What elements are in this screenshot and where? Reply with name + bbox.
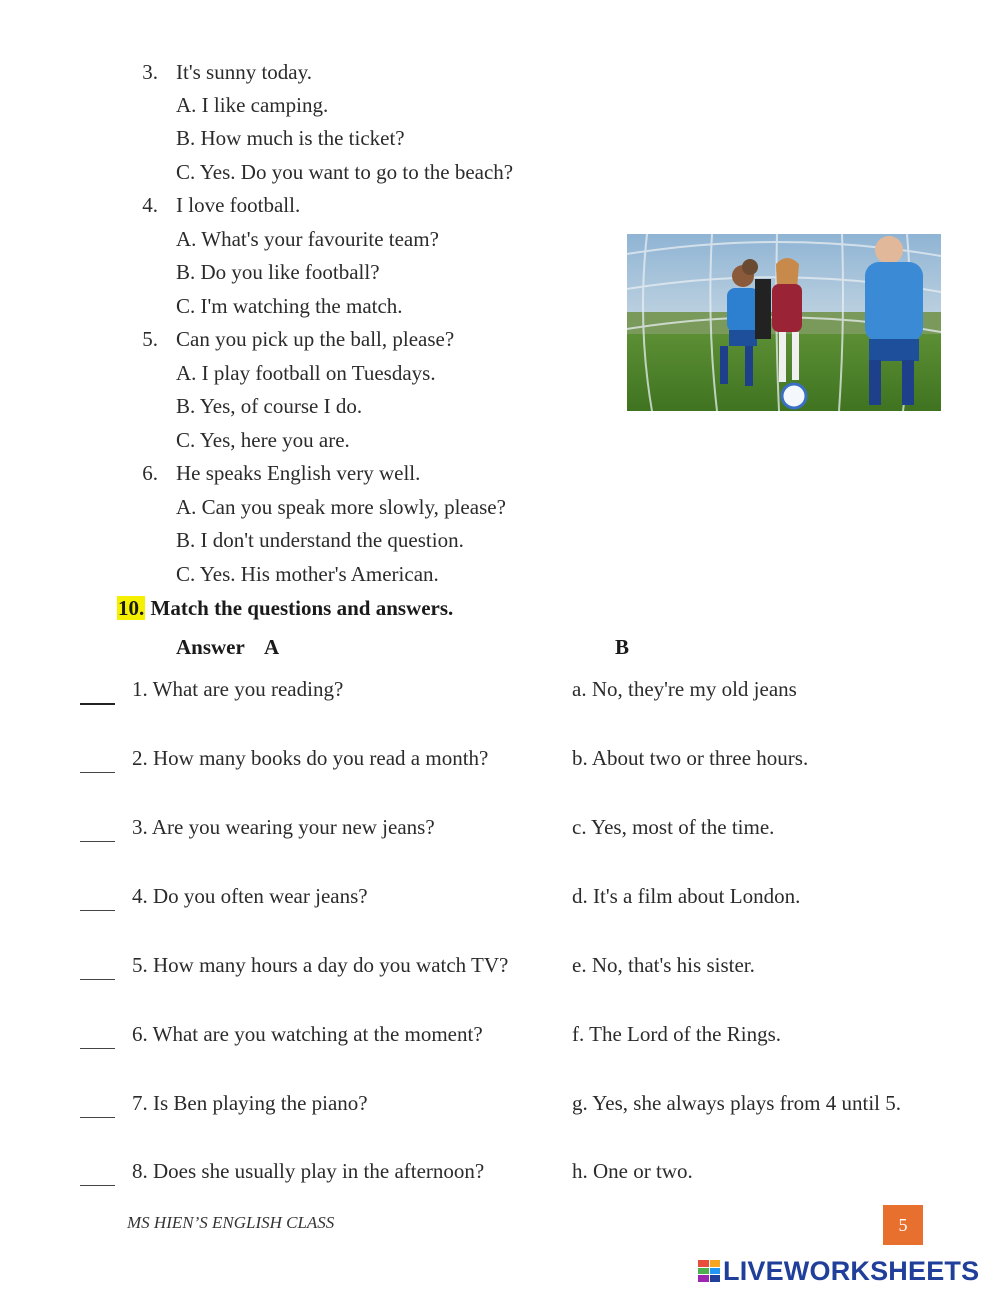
match-answer: d. It's a film about London.	[572, 884, 801, 908]
match-question: 1. What are you reading?	[132, 677, 344, 701]
section-number: 10.	[118, 596, 145, 620]
match-answer: a. No, they're my old jeans	[572, 677, 797, 701]
answer-blank[interactable]	[80, 823, 115, 842]
answer-blank[interactable]	[80, 961, 115, 980]
question-number: 5.	[142, 327, 158, 351]
match-answer: h. One or two.	[572, 1159, 693, 1183]
question-prompt: He speaks English very well.	[176, 461, 421, 485]
question-number: 3.	[142, 60, 158, 84]
match-answer: e. No, that's his sister.	[572, 953, 755, 977]
match-question: 8. Does she usually play in the afternoon?	[132, 1159, 485, 1183]
question-number: 4.	[142, 193, 158, 217]
question-prompt: Can you pick up the ball, please?	[176, 327, 455, 351]
football-photo	[627, 234, 941, 411]
liveworksheets-logo-icon	[698, 1260, 720, 1282]
column-header-a: A	[264, 635, 280, 659]
section-title: Match the questions and answers.	[150, 596, 454, 620]
match-answer: f. The Lord of the Rings.	[572, 1022, 781, 1046]
section-10-heading	[117, 595, 453, 621]
brand-name: LIVEWORKSHEETS	[723, 1255, 980, 1286]
answer-blank[interactable]	[80, 892, 115, 911]
option-b[interactable]: B. Do you like football?	[176, 260, 380, 284]
option-b[interactable]: B. Yes, of course I do.	[176, 394, 363, 418]
question-prompt: It's sunny today.	[176, 60, 312, 84]
option-c[interactable]: C. I'm watching the match.	[176, 294, 403, 318]
option-c[interactable]: C. Yes, here you are.	[176, 428, 350, 452]
match-question: 5. How many hours a day do you watch TV?	[132, 953, 509, 977]
match-answer: b. About two or three hours.	[572, 746, 809, 770]
option-b[interactable]: B. I don't understand the question.	[176, 528, 464, 552]
question-number: 6.	[142, 461, 158, 485]
match-answer: c. Yes, most of the time.	[572, 815, 775, 839]
class-name-footer: MS HIEN’S ENGLISH CLASS	[127, 1213, 335, 1232]
option-c[interactable]: C. Yes. Do you want to go to the beach?	[176, 160, 514, 184]
answer-blank[interactable]	[80, 1167, 115, 1186]
question-prompt: I love football.	[176, 193, 301, 217]
option-a[interactable]: A. I like camping.	[176, 93, 329, 117]
answer-blank[interactable]	[80, 1099, 115, 1118]
match-question: 3. Are you wearing your new jeans?	[132, 815, 435, 839]
option-a[interactable]: A. Can you speak more slowly, please?	[176, 495, 506, 519]
answer-blank[interactable]	[80, 685, 115, 705]
match-question: 2. How many books do you read a month?	[132, 746, 489, 770]
answer-blank[interactable]	[80, 754, 115, 773]
page-number-badge: 5	[883, 1205, 923, 1245]
match-answer: g. Yes, she always plays from 4 until 5.	[572, 1091, 901, 1115]
match-question: 7. Is Ben playing the piano?	[132, 1091, 368, 1115]
column-header-answer: Answer	[176, 635, 245, 659]
column-header-b: B	[615, 635, 630, 659]
liveworksheets-logo	[698, 1255, 980, 1286]
option-a[interactable]: A. I play football on Tuesdays.	[176, 361, 436, 385]
match-question: 6. What are you watching at the moment?	[132, 1022, 483, 1046]
answer-blank[interactable]	[80, 1030, 115, 1049]
option-a[interactable]: A. What's your favourite team?	[176, 227, 439, 251]
option-c[interactable]: C. Yes. His mother's American.	[176, 562, 439, 586]
option-b[interactable]: B. How much is the ticket?	[176, 126, 405, 150]
match-question: 4. Do you often wear jeans?	[132, 884, 368, 908]
